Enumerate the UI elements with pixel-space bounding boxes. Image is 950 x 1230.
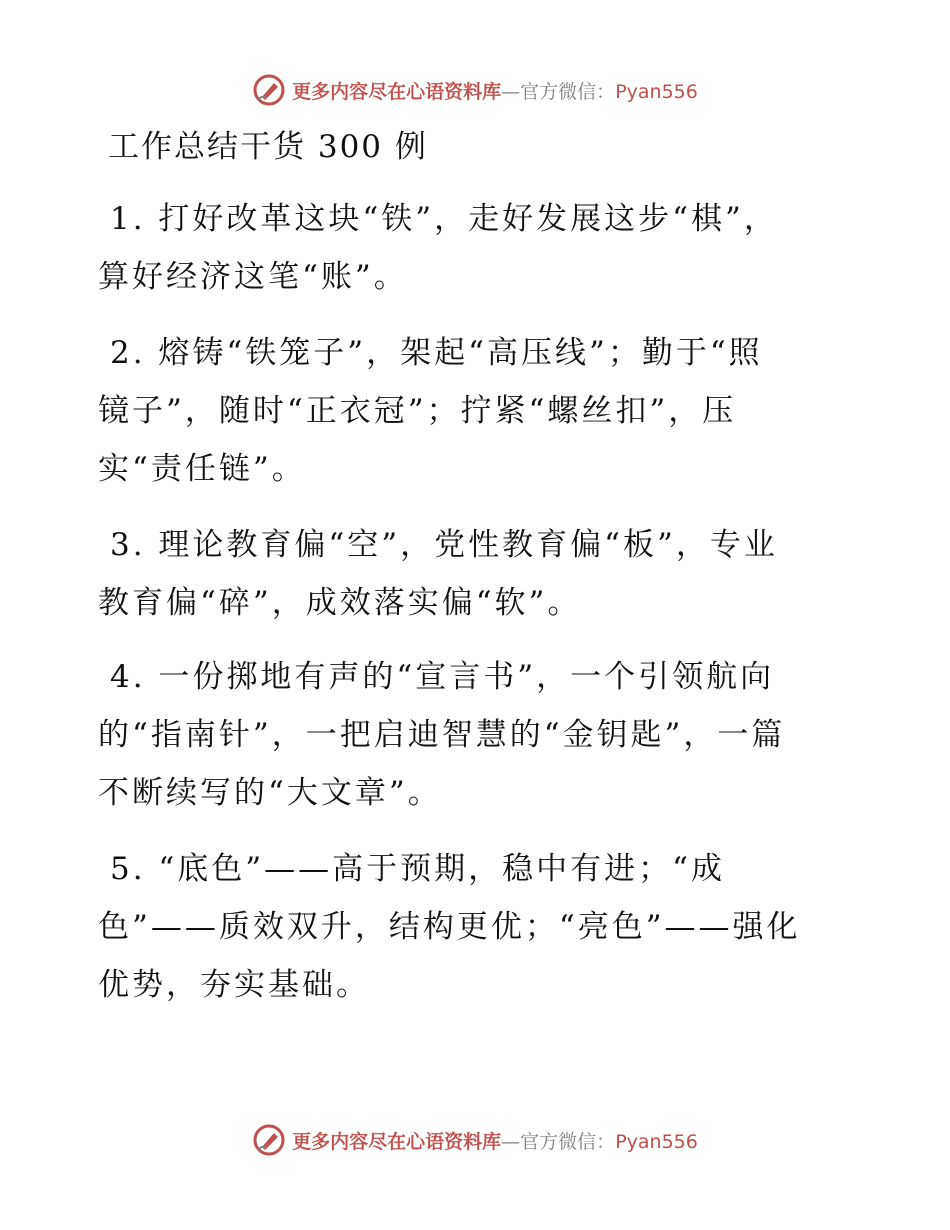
item-line: 色”——质效双升，结构更优；“亮色”——强化	[98, 909, 801, 945]
watermark-text	[292, 1127, 698, 1154]
item-line: 的“指南针”，一把启迪智慧的“金钥匙”，一篇	[98, 717, 786, 753]
watermark-separator: —	[501, 80, 521, 103]
item-line: 实“责任链”。	[98, 451, 306, 487]
item-line: 算好经济这笔“账”。	[98, 259, 408, 295]
item-line: 镜子”，随时“正衣冠”；拧紧“螺丝扣”，压	[98, 393, 737, 429]
list-item-5	[98, 840, 858, 1014]
item-line: 优势，夯实基础。	[98, 967, 370, 1003]
watermark-brand: 更多内容尽在心语资料库	[292, 1130, 502, 1153]
watermark-official-label: 官方微信：	[520, 1130, 616, 1153]
watermark-wechat-id: Pyan556	[615, 80, 698, 103]
watermark-brand: 更多内容尽在心语资料库	[292, 80, 502, 103]
list-item-4	[98, 648, 858, 822]
item-line: 4. 一份掷地有声的“宣言书”，一个引领航向	[110, 659, 775, 695]
pen-nib-logo-icon	[252, 73, 286, 107]
document-title: 工作总结干货 300 例	[108, 129, 428, 165]
item-line: 3. 理论教育偏“空”，党性教育偏“板”，专业	[110, 527, 778, 563]
watermark-text	[292, 77, 698, 104]
item-line: 1. 打好改革这块“铁”，走好发展这步“棋”，	[110, 201, 778, 237]
item-line: 2. 熔铸“铁笼子”，架起“高压线”；勤于“照	[110, 335, 763, 371]
pen-nib-logo-icon	[252, 1123, 286, 1157]
item-line: 教育偏“碎”，成效落实偏“软”。	[98, 585, 582, 621]
footer-watermark	[0, 1120, 950, 1160]
header-watermark	[0, 70, 950, 110]
item-line: 5. “底色”——高于预期，稳中有进；“成	[110, 851, 725, 887]
list-item-2	[98, 324, 858, 498]
watermark-wechat-id: Pyan556	[615, 1130, 698, 1153]
list-item-3	[98, 516, 858, 632]
watermark-official-label: 官方微信：	[520, 80, 616, 103]
item-line: 不断续写的“大文章”。	[98, 775, 442, 811]
watermark-separator: —	[501, 1130, 521, 1153]
list-item-1	[98, 190, 858, 306]
